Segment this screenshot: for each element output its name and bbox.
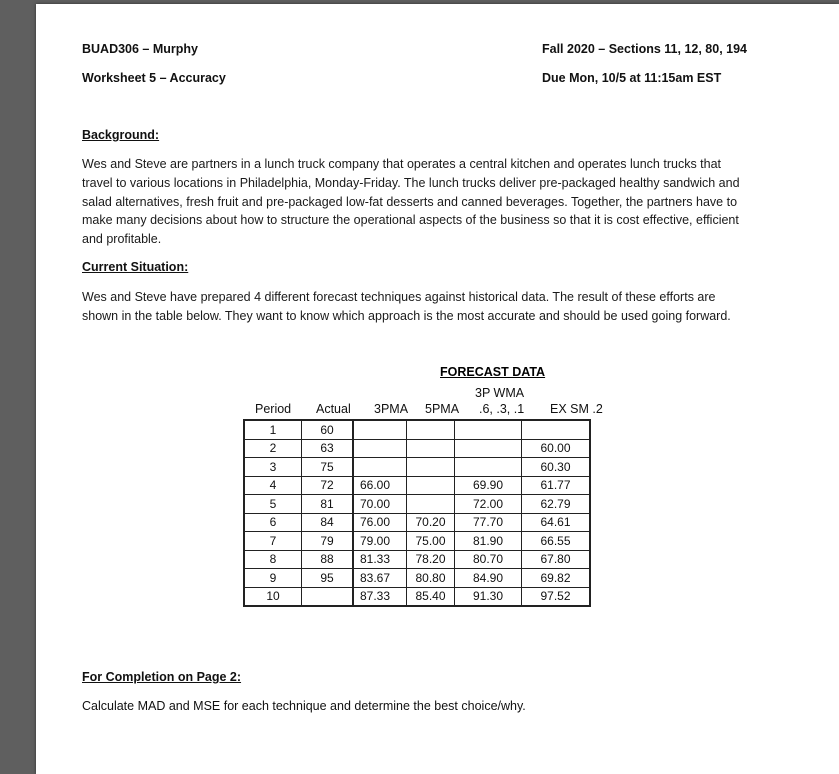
table-cell: 8 — [244, 550, 302, 569]
table-cell: 10 — [244, 587, 302, 606]
table-cell: 81.90 — [455, 532, 522, 551]
situation-line: shown in the table below. They want to know which approach is the most accurate and should be used going forward. — [82, 308, 731, 323]
table-cell: 79.00 — [353, 532, 407, 551]
table-cell: 79 — [302, 532, 354, 551]
table-cell: 7 — [244, 532, 302, 551]
table-cell: 2 — [244, 439, 302, 458]
background-paragraph — [82, 155, 782, 249]
table-cell: 80.70 — [455, 550, 522, 569]
table-cell: 5 — [244, 495, 302, 514]
table-cell: 70.00 — [353, 495, 407, 514]
background-line: and profitable. — [82, 232, 162, 247]
table-cell — [302, 587, 354, 606]
table-row — [244, 513, 590, 532]
table-cell: 9 — [244, 569, 302, 588]
background-line: salad alternatives, fresh fruit and pre-packaged low-fat desserts and canned beverages. Together, the partners have to — [82, 194, 738, 209]
table-cell — [455, 439, 522, 458]
forecast-table — [243, 419, 591, 607]
worksheet-title: Worksheet 5 – Accuracy — [82, 71, 226, 85]
wma-header-line2: .6, .3, .1 — [479, 402, 525, 416]
table-cell: 63 — [302, 439, 354, 458]
term-sections: Fall 2020 – Sections 11, 12, 80, 194 — [542, 42, 747, 56]
background-line: Wes and Steve are partners in a lunch truck company that operates a central kitchen and operates lunch trucks that — [82, 157, 722, 171]
table-cell: 69.90 — [455, 476, 522, 495]
table-cell: 66.00 — [353, 476, 407, 495]
table-cell: 1 — [244, 420, 302, 439]
table-cell: 91.30 — [455, 587, 522, 606]
background-line: travel to various locations in Philadelphia, Monday-Friday. The lunch trucks deliver pre-packaged healthy sandwich and — [82, 175, 740, 190]
table-cell: 81.33 — [353, 550, 407, 569]
table-cell — [455, 420, 522, 439]
pma3-header: 3PMA — [374, 402, 409, 416]
document-page — [36, 4, 839, 774]
table-cell: 78.20 — [407, 550, 455, 569]
table-cell — [407, 458, 455, 477]
table-cell: 3 — [244, 458, 302, 477]
table-cell: 87.33 — [353, 587, 407, 606]
table-cell: 69.82 — [522, 569, 591, 588]
table-cell: 97.52 — [522, 587, 591, 606]
table-cell: 76.00 — [353, 513, 407, 532]
table-cell — [407, 476, 455, 495]
table-cell: 70.20 — [407, 513, 455, 532]
due-date: Due Mon, 10/5 at 11:15am EST — [542, 71, 722, 85]
table-cell: 60 — [302, 420, 354, 439]
table-row — [244, 439, 590, 458]
completion-instructions: Calculate MAD and MSE for each technique and determine the best choice/why. — [82, 699, 526, 713]
forecast-title: FORECAST DATA — [440, 365, 546, 379]
table-cell — [407, 439, 455, 458]
wma-header-line1: 3P WMA — [475, 386, 525, 400]
table-cell: 85.40 — [407, 587, 455, 606]
table-cell: 61.77 — [522, 476, 591, 495]
table-cell — [522, 420, 591, 439]
table-cell: 72 — [302, 476, 354, 495]
table-cell — [455, 458, 522, 477]
period-header: Period — [255, 402, 292, 416]
table-row — [244, 420, 590, 439]
table-row — [244, 532, 590, 551]
table-cell: 95 — [302, 569, 354, 588]
table-cell: 6 — [244, 513, 302, 532]
table-row — [244, 495, 590, 514]
table-cell — [407, 495, 455, 514]
table-cell: 83.67 — [353, 569, 407, 588]
table-row — [244, 458, 590, 477]
table-cell: 66.55 — [522, 532, 591, 551]
completion-heading: For Completion on Page 2: — [82, 670, 242, 684]
background-heading: Background: — [82, 128, 160, 142]
table-cell: 84.90 — [455, 569, 522, 588]
table-cell — [353, 439, 407, 458]
situation-line: Wes and Steve have prepared 4 different forecast techniques against historical data. The result of these efforts are — [82, 290, 716, 304]
table-cell: 75 — [302, 458, 354, 477]
table-cell: 67.80 — [522, 550, 591, 569]
actual-header: Actual — [316, 402, 351, 416]
table-cell: 77.70 — [455, 513, 522, 532]
exsm-header: EX SM .2 — [550, 402, 603, 416]
table-cell — [353, 458, 407, 477]
table-cell: 60.00 — [522, 439, 591, 458]
table-cell: 88 — [302, 550, 354, 569]
table-cell: 62.79 — [522, 495, 591, 514]
table-cell — [353, 420, 407, 439]
table-cell: 60.30 — [522, 458, 591, 477]
table-row — [244, 587, 590, 606]
situation-paragraph — [82, 288, 782, 326]
table-cell: 84 — [302, 513, 354, 532]
table-cell: 80.80 — [407, 569, 455, 588]
course-title: BUAD306 – Murphy — [82, 42, 198, 56]
table-row — [244, 550, 590, 569]
situation-heading: Current Situation: — [82, 260, 189, 274]
table-cell: 72.00 — [455, 495, 522, 514]
table-cell: 4 — [244, 476, 302, 495]
table-cell: 64.61 — [522, 513, 591, 532]
table-cell: 75.00 — [407, 532, 455, 551]
table-row — [244, 569, 590, 588]
table-cell: 81 — [302, 495, 354, 514]
table-row — [244, 476, 590, 495]
table-cell — [407, 420, 455, 439]
background-line: make many decisions about how to structure the operational aspects of the business so that it is cost effective, efficient — [82, 213, 739, 228]
pma5-header: 5PMA — [425, 402, 460, 416]
